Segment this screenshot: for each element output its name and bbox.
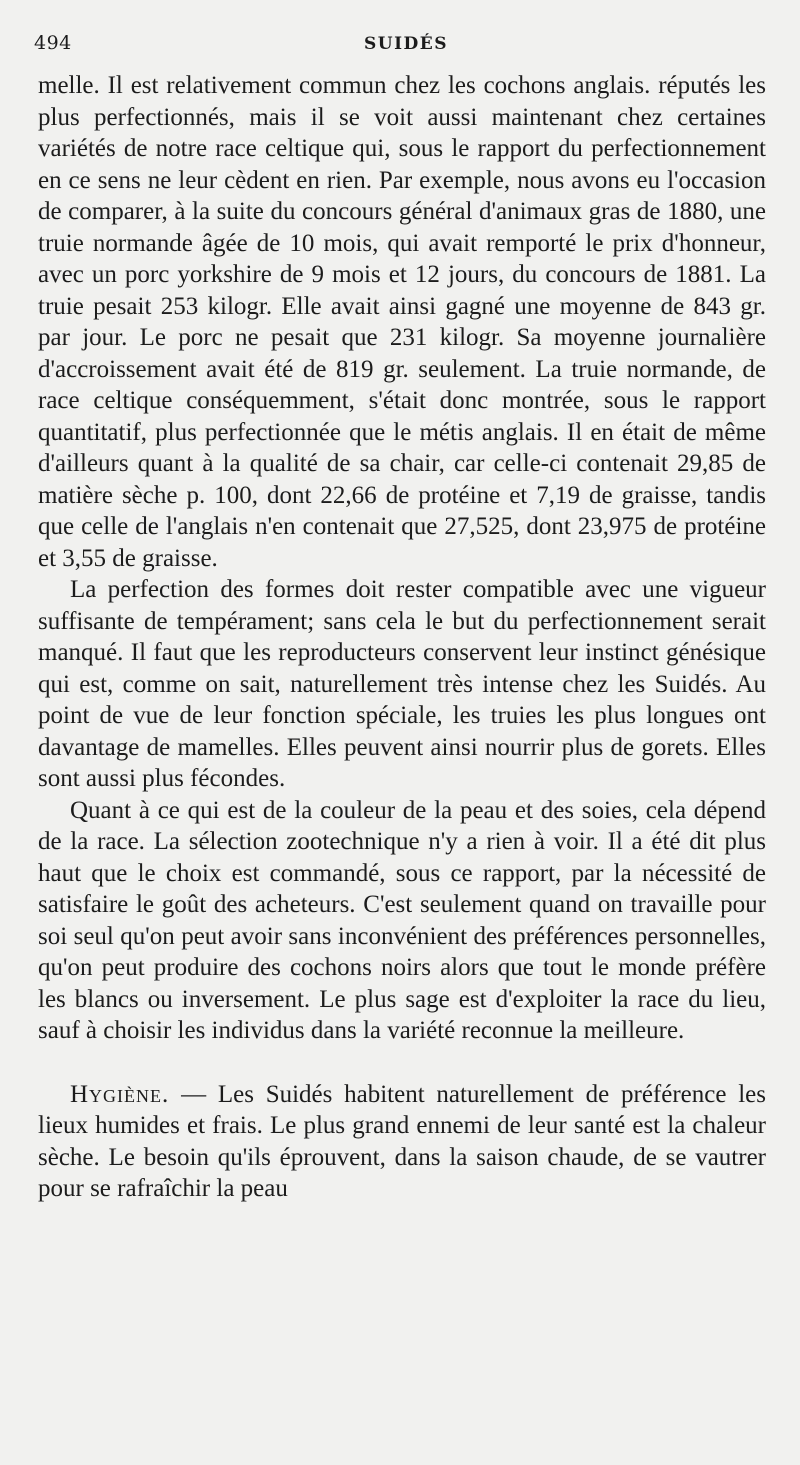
paragraph-3: Quant à ce qui est de la couleur de la peau et des soies, cela dépend de la race. La sélection zootechnique n'y a rien à voir. Il a été dit plus haut que le choix est commandé, sous ce rapport, par la nécessité de satisfaire le goût des acheteurs. C'est seulement quand on travaille pour soi seul qu'on peut avoir sans inconvénient des préférences personnelles, qu'on peut produire des cochons noirs alors que tout le monde préfère les blancs ou inversement. Le plus sage est d'exploiter la race du lieu, sauf à choisir les individus dans la variété reconnue la meilleure. bbox=[38, 796, 766, 1044]
paragraph-2: La perfection des formes doit rester compatible avec une vigueur suffisante de tempérament; sans cela le but du perfectionnement serait manqué. Il faut que les reproducteurs conservent leur instinct génésique qui est, comme on sait, naturellement très intense chez les Suidés. Au point de vue de leur fonction spéciale, les truies les plus longues ont davantage de mamelles. Elles peuvent ainsi nourrir plus de gorets. Elles sont aussi plus fécondes. bbox=[38, 576, 766, 792]
section-hygiene bbox=[38, 1079, 766, 1205]
page-number: 494 bbox=[34, 32, 72, 54]
page-header bbox=[34, 32, 774, 62]
section-text: — Les Suidés habitent naturellement de préférence les lieux humides et frais. Le plus grand ennemi de leur santé est la chaleur sèche. Le besoin qu'ils éprouvent, dans la saison chaude, de se vautrer pour se rafraîchir la peau bbox=[38, 1080, 766, 1202]
section-title: Hygiène. bbox=[70, 1080, 170, 1108]
paragraph-1: melle. Il est relativement commun chez les cochons anglais. réputés les plus perfectionnés, mais il se voit aussi maintenant chez certaines variétés de notre race celtique qui, sous le rapport du perfectionnement en ce sens ne leur cèdent en rien. Par exemple, nous avons eu l'occasion de comparer, à la suite du concours général d'animaux gras de 1880, une truie normande âgée de 10 mois, qui avait remporté le prix d'honneur, avec un porc yorkshire de 9 mois et 12 jours, du concours de 1881. La truie pesait 253 kilogr. Elle avait ainsi gagné une moyenne de 843 gr. par jour. Le porc ne pesait que 231 kilogr. Sa moyenne journalière d'accroissement avait été de 819 gr. seulement. La truie normande, de race celtique conséquemment, s'était donc montrée, sous le rapport quantitatif, plus perfectionnée que le métis anglais. Il en était de même d'ailleurs quant à la qualité de sa chair, car celle-ci contenait 29,85 de matière sèche p. 100, dont 22,66 de protéine et 7,19 de graisse, tandis que celle de l'anglais n'en contenait que 27,525, dont 23,975 de protéine et 3,55 de graisse. bbox=[38, 72, 766, 572]
running-title: SUIDÉS bbox=[364, 34, 449, 54]
body-text bbox=[38, 70, 766, 1205]
